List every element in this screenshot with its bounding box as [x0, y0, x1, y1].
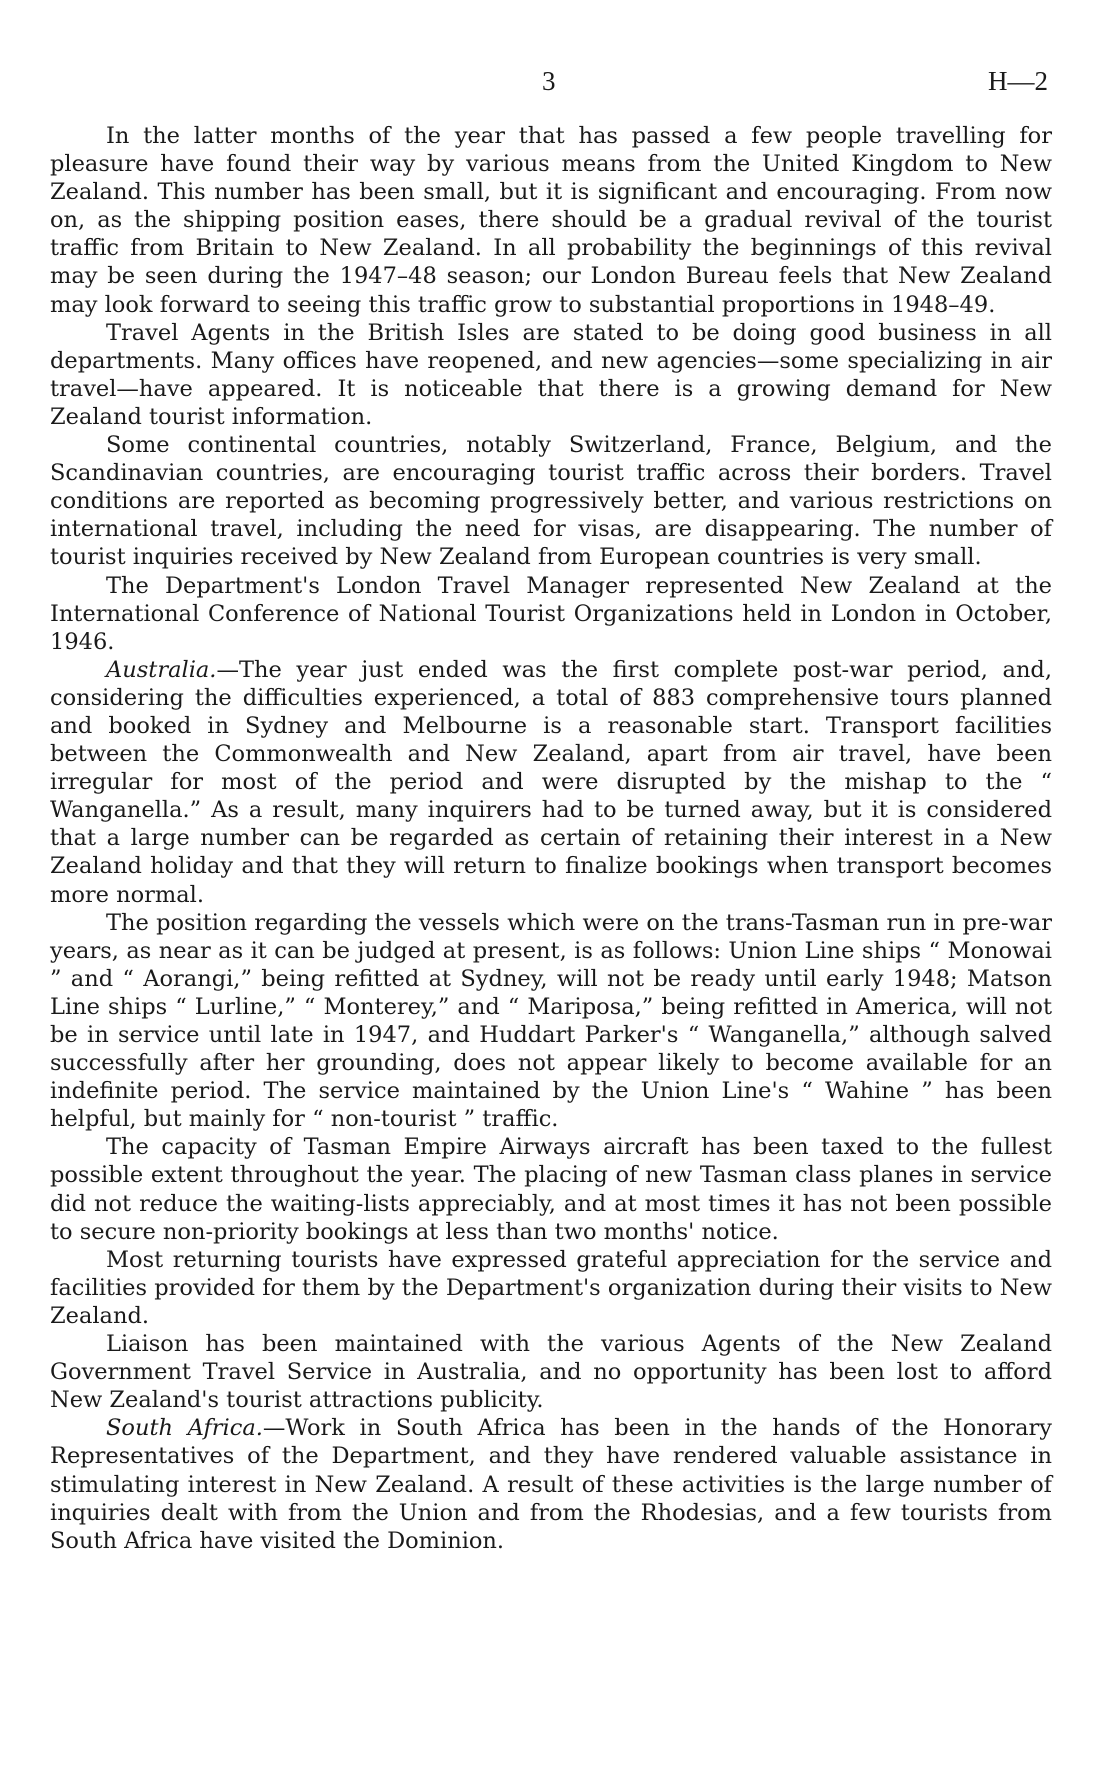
paragraph-text: —The year just ended was the first complete post-war period, and, considering the difficulties experienced, a total of 883 comprehensive tours planned and booked in Sydney and Melbourne is a reasonable start. Transport facilities between the Commonwealth and New Zealand, apart from air travel, have been irregular for most of the period and were disrupted by the mishap to the “ Wanganella.” As a result, many inquirers had to be turned away, but it is considered that a large number can be regarded as certain of retaining their interest in a New Zealand holiday and that they will return to finalize bookings when transport becomes more normal. [50, 656, 1052, 908]
paragraph-uk-tourist-revival [50, 122, 1052, 319]
section-lead-south-africa: South Africa. [106, 1415, 263, 1442]
page-header [50, 66, 1052, 122]
paragraph-trans-tasman-vessels [50, 909, 1052, 1134]
paragraph-text: The position regarding the vessels which were on the trans-Tasman run in pre-war years, as near as it can be judged at present, is as follows: Union Line ships “ Monowai ” and “ Aorangi,” being refitted at Sydney, will not be ready until early 1948; Matson Line ships “ Lurline,” “ Monterey,” and “ Mariposa,” being refitted in America, will not be in service until late in 1947, and Huddart Parker's “ Wanganella,” although salved successfully after her grounding, does not appear likely to become available for an indefinite period. The service maintained by the Union Line's “ Wahine ” has been helpful, but mainly for “ non-tourist ” traffic. [50, 909, 1052, 1133]
paragraph-text: The capacity of Tasman Empire Airways aircraft has been taxed to the fullest possible extent throughout the year. The placing of new Tasman class planes in service did not reduce the waiting-lists appreciably, and at most times it has not been possible to secure non-priority bookings at less than two months' notice. [50, 1134, 1052, 1245]
paragraph-text: The Department's London Travel Manager represented New Zealand at the International Conference of National Tourist Organizations held in London in October, 1946. [50, 572, 1052, 655]
paragraph-text: Most returning tourists have expressed grateful appreciation for the service and facilities provided for them by the Department's organization during their visits to New Zealand. [50, 1246, 1052, 1329]
paragraph-returning-tourists [50, 1246, 1052, 1330]
paragraph-text: Some continental countries, notably Switzerland, France, Belgium, and the Scandinavian countries, are encouraging tourist traffic across their borders. Travel conditions are reported as becoming progressively better, and various restrictions on international travel, including the need for visas, are disappearing. The number of tourist inquiries received by New Zealand from European countries is very small. [50, 432, 1052, 571]
paragraph-text: In the latter months of the year that has passed a few people travelling for pleasure have found their way by various means from the United Kingdom to New Zealand. This number has been small, but it is significant and encouraging. From now on, as the shipping position eases, there should be a gradual revival of the tourist traffic from Britain to New Zealand. In all probability the beginnings of this revival may be seen during the 1947–48 season; our London Bureau feels that New Zealand may look forward to seeing this traffic grow to substantial proportions in 1948–49. [50, 123, 1052, 318]
section-lead-australia: Australia. [106, 656, 217, 683]
paragraph-australia [50, 656, 1052, 909]
paragraph-liaison [50, 1330, 1052, 1414]
paragraph-tasman-airways [50, 1133, 1052, 1245]
paragraph-south-africa [50, 1414, 1052, 1554]
paragraph-continental-countries [50, 431, 1052, 571]
paragraph-travel-agents [50, 319, 1052, 431]
document-reference: H—2 [988, 66, 1048, 96]
body-text [50, 122, 1052, 1555]
paragraph-text: Travel Agents in the British Isles are stated to be doing good business in all departments. Many offices have reopened, and new agencies—some specializing in air travel—have appeared. It is noticeable that there is a growing demand for New Zealand tourist information. [50, 319, 1052, 430]
page-number: 3 [542, 66, 556, 96]
paragraph-london-conference [50, 572, 1052, 656]
paragraph-text: —Work in South Africa has been in the hands of the Honorary Representatives of the Department, and they have rendered valuable assistance in stimulating interest in New Zealand. A result of these activities is the large number of inquiries dealt with from the Union and from the Rhodesias, and a few tourists from South Africa have visited the Dominion. [50, 1415, 1052, 1554]
paragraph-text: Liaison has been maintained with the various Agents of the New Zealand Government Travel Service in Australia, and no opportunity has been lost to afford New Zealand's tourist attractions publicity. [50, 1331, 1052, 1414]
